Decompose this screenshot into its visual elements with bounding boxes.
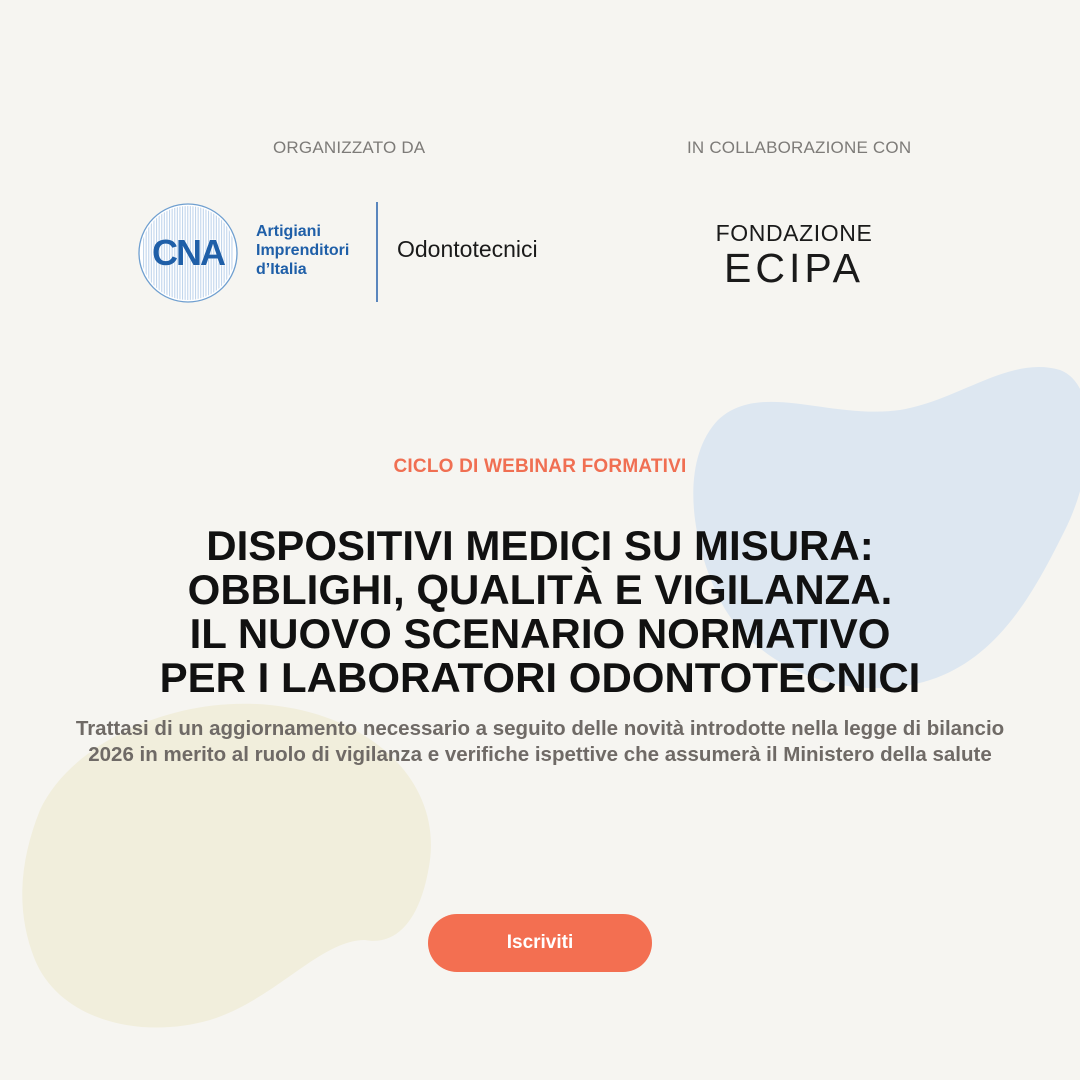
title-line: OBBLIGHI, QUALITÀ E VIGILANZA. <box>187 566 893 613</box>
partner-line-2: ECIPA <box>724 245 864 291</box>
series-label: CICLO DI WEBINAR FORMATIVI <box>393 456 687 477</box>
title-line: DISPOSITIVI MEDICI SU MISURA: <box>206 522 874 569</box>
logo-divider <box>376 202 378 302</box>
title-line: IL NUOVO SCENARIO NORMATIVO <box>189 610 891 657</box>
cna-logo <box>137 202 239 304</box>
svg-text:CNA: CNA <box>152 232 224 273</box>
register-button[interactable]: Iscriviti <box>428 914 652 972</box>
organizer-division-name: Odontotecnici <box>397 236 538 262</box>
title-line: PER I LABORATORI ODONTOTECNICI <box>159 654 921 701</box>
webinar-description: Trattasi di un aggiornamento necessario a seguito delle novità introdotte nella legge di bilancio 2026 in merito al ruolo di vigilanza e verifiche ispettive che assumerà il Ministero della salute <box>75 717 1005 766</box>
collaboration-label: IN COLLABORAZIONE CON <box>687 138 912 157</box>
webinar-title <box>20 524 1060 700</box>
cna-organization-name: Artigiani Imprenditori d’Italia <box>256 223 350 278</box>
fondazione-ecipa-logo <box>700 220 888 290</box>
partner-line-1: FONDAZIONE <box>715 220 873 246</box>
organized-by-label: ORGANIZZATO DA <box>273 138 426 157</box>
